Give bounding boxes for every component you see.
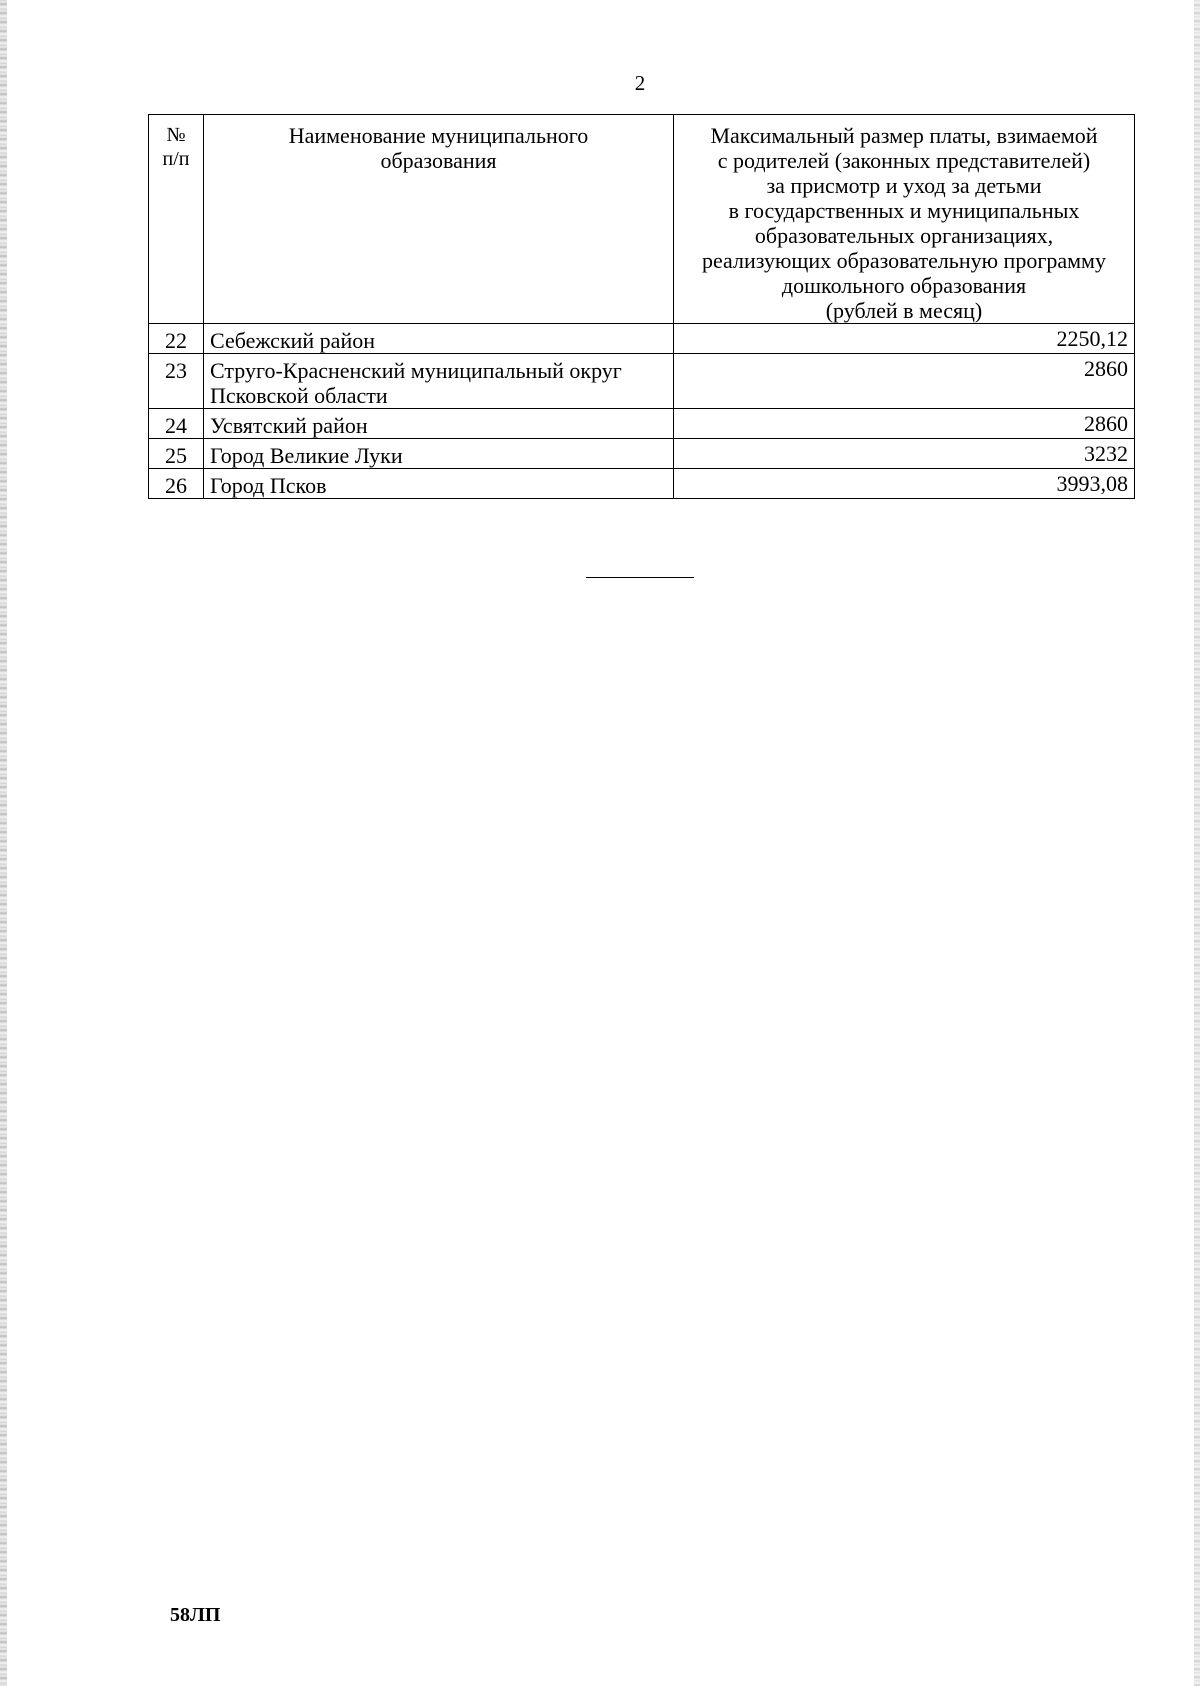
row-name-line: Город Великие Луки — [210, 443, 403, 468]
row-fee — [674, 354, 1135, 409]
row-fee — [674, 409, 1135, 439]
table-row — [149, 469, 1135, 499]
row-fee-value: 2250,12 — [1056, 326, 1128, 351]
header-fee-line: дошкольного образования — [781, 273, 1027, 298]
row-name-line: Себежский район — [210, 328, 375, 353]
row-fee — [674, 324, 1135, 354]
row-name — [204, 409, 674, 439]
header-name — [204, 115, 674, 324]
row-name-line: Усвятский район — [210, 413, 368, 438]
row-number: 22 — [149, 324, 204, 354]
fee-table — [148, 114, 1135, 499]
header-number-line: № — [166, 124, 186, 146]
row-number: 23 — [149, 354, 204, 409]
row-number: 24 — [149, 409, 204, 439]
row-number: 25 — [149, 439, 204, 469]
header-fee-line: с родителей (законных представителей) — [717, 148, 1091, 173]
table-row — [149, 439, 1135, 469]
table-row — [149, 354, 1135, 409]
row-fee-value: 3993,08 — [1056, 471, 1128, 496]
row-name — [204, 354, 674, 409]
scan-edge-left — [0, 0, 7, 1686]
table-row — [149, 324, 1135, 354]
row-name-line: Псковской области — [210, 383, 388, 408]
header-fee-line: реализующих образовательную программу — [702, 248, 1106, 273]
row-fee-value: 3232 — [1084, 441, 1128, 466]
document-code: 58ЛП — [170, 1604, 221, 1626]
row-name — [204, 439, 674, 469]
header-fee-line: (рублей в месяц) — [825, 298, 983, 323]
scan-edge-right — [1194, 0, 1200, 1686]
header-name-line: образования — [380, 148, 497, 173]
row-name-line: Струго-Красненский муниципальный округ — [210, 358, 622, 383]
header-fee-line: в государственных и муниципальных — [728, 198, 1080, 223]
table-row — [149, 409, 1135, 439]
row-fee-value: 2860 — [1084, 411, 1128, 436]
header-fee-line: за присмотр и уход за детьми — [766, 173, 1042, 198]
header-name-line: Наименование муниципального — [288, 123, 589, 148]
row-name-line: Город Псков — [210, 473, 327, 498]
end-separator-rule — [586, 577, 694, 578]
row-fee-value: 2860 — [1084, 356, 1128, 381]
row-name — [204, 324, 674, 354]
row-number: 26 — [149, 469, 204, 499]
row-fee — [674, 469, 1135, 499]
header-number — [149, 115, 204, 324]
header-number-line: п/п — [162, 148, 190, 170]
header-fee — [674, 115, 1135, 324]
table-header-row — [149, 115, 1135, 324]
header-fee-line: образовательных организациях, — [754, 223, 1054, 248]
header-fee-line: Максимальный размер платы, взимаемой — [710, 123, 1098, 148]
row-name — [204, 469, 674, 499]
row-fee — [674, 439, 1135, 469]
page-number: 2 — [634, 71, 646, 95]
